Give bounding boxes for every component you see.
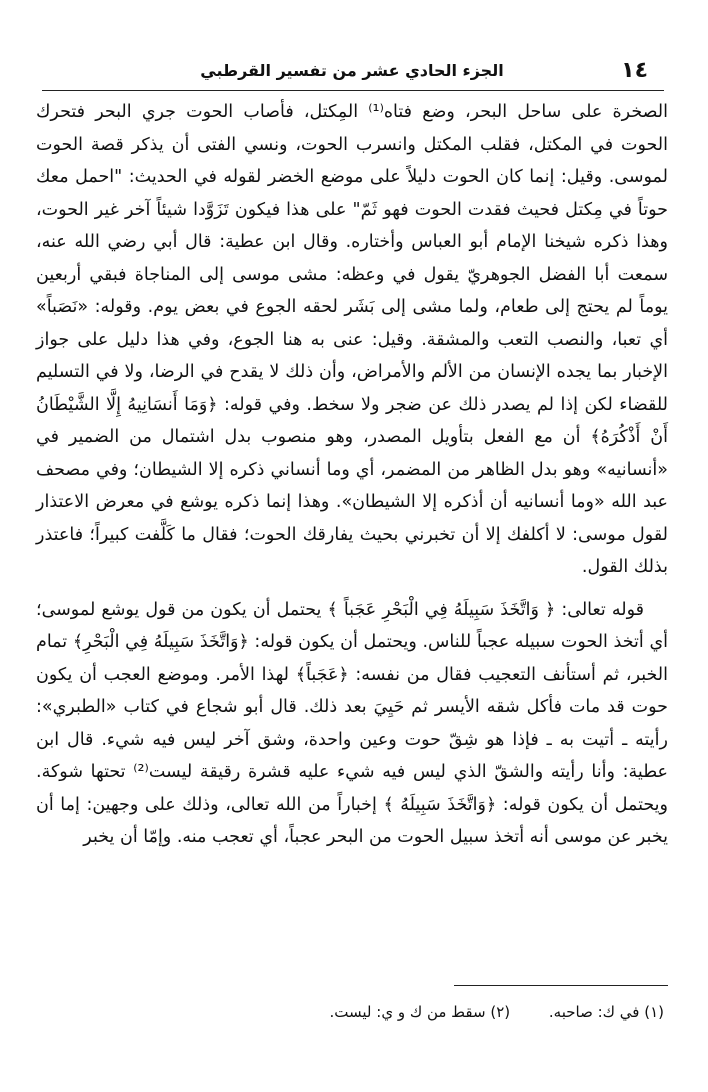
footnote: (٢) سقط من ك و ي: ليست. [329, 1003, 511, 1021]
body-text [36, 96, 668, 854]
running-title: الجزء الحادي عشر من تفسير القرطبي [200, 61, 504, 80]
paragraph: قوله تعالى: ﴿ وَاتَّخَذَ سَبِيلَهُ فِي الْبَحْرِ عَجَباً ﴾ يحتمل أن يكون من قول يوشع لموسى؛ أي أتخذ الحوت سبيله عجباً للناس. ويحتمل أن يكون قوله: ﴿وَاتَّخَذَ سَبِيلَهُ فِي الْبَحْرِ﴾ تمام الخبر، ثم أستأنف التعجيب فقال من نفسه: ﴿عَجَباً﴾ لهذا الأمر. وموضع العجب أن يكون حوت قد مات فأكل شقه الأيسر ثم حَيِيَ بعد ذلك. قال أبو شجاع في كتاب «الطبري»: رأيته ـ أتيت به ـ فإذا هو شِقّ حوت وعين واحدة، وشق آخر ليس فيه شيء. قال ابن عطية: وأنا رأيته والشقّ الذي ليس فيه شيء عليه قشرة رقيقة ليست⁽²⁾ تحتها شوكة. ويحتمل أن يكون قوله: ﴿وَاتَّخَذَ سَبِيلَهُ ﴾ إخباراً من الله تعالى، وذلك على وجهين: إما أن يخبر عن موسى أنه أتخذ سبيل الحوت من البحر عجباً، أي تعجب منه. وإمّا أن يخبر [36, 599, 668, 847]
footnote-rule [454, 985, 668, 986]
page-number: ١٤ [621, 58, 648, 83]
footnote: (١) في ك: صاحبه. [548, 1003, 664, 1021]
footnotes [150, 1000, 664, 1024]
header-rule [42, 90, 664, 91]
running-head [48, 58, 656, 88]
paragraph: الصخرة على ساحل البحر، وضع فتاه⁽¹⁾ المِكتل، فأصاب الحوت جري البحر فتحرك الحوت في المكتل، فقلب المكتل وانسرب الحوت، ونسي الفتى أن يذكر قصة الحوت لموسى. وقيل: إنما كان الحوت دليلاً على موضع الخضر لقوله في الحديث: "احمل معك حوتاً في مِكتل فحيث فقدت الحوت فهو ثَمّ" على هذا فيكون تَزَوَّدا شيئاً آخر غير الحوت، وهذا ذكره شيخنا الإمام أبو العباس وأختاره. وقال ابن عطية: قال أبي رضي الله عنه، سمعت أبا الفضل الجوهريّ يقول في وعظه: مشى موسى إلى المناجاة فبقي أربعين يوماً لم يحتج إلى طعام، ولما مشى إلى بَشَر لحقه الجوع في بعض يوم. وقوله: «نَصَباً» أي تعبا، والنصب التعب والمشقة. وقيل: عنى به هنا الجوع، وفي هذا دليل على جواز الإخبار بما يجده الإنسان من الألم والأمراض، وأن ذلك لا يقدح في الرضا، ولا في التسليم للقضاء لكن إذا لم يصدر ذلك عن ضجر ولا سخط. وفي قوله: ﴿وَمَا أَنسَانِيهُ إِلَّا الشَّيْطَانُ أَنْ أَذْكُرَهُ﴾ أن مع الفعل بتأويل المصدر، وهو منصوب بدل اشتمال من الضمير في «أنسانيه» وهو بدل الظاهر من المضمر، أي وما أنساني ذكره إلا الشيطان؛ وفي مصحف عبد الله «وما أنسانيه أن أذكره إلا الشيطان». وهذا إنما ذكره يوشع في معرض الاعتذار لقول موسى: لا أكلفك إلا أن تخبرني بحيث يفارقك الحوت؛ فقال ما كَلَّفت كبيراً؛ فاعتذر بذلك القول. [36, 102, 668, 577]
